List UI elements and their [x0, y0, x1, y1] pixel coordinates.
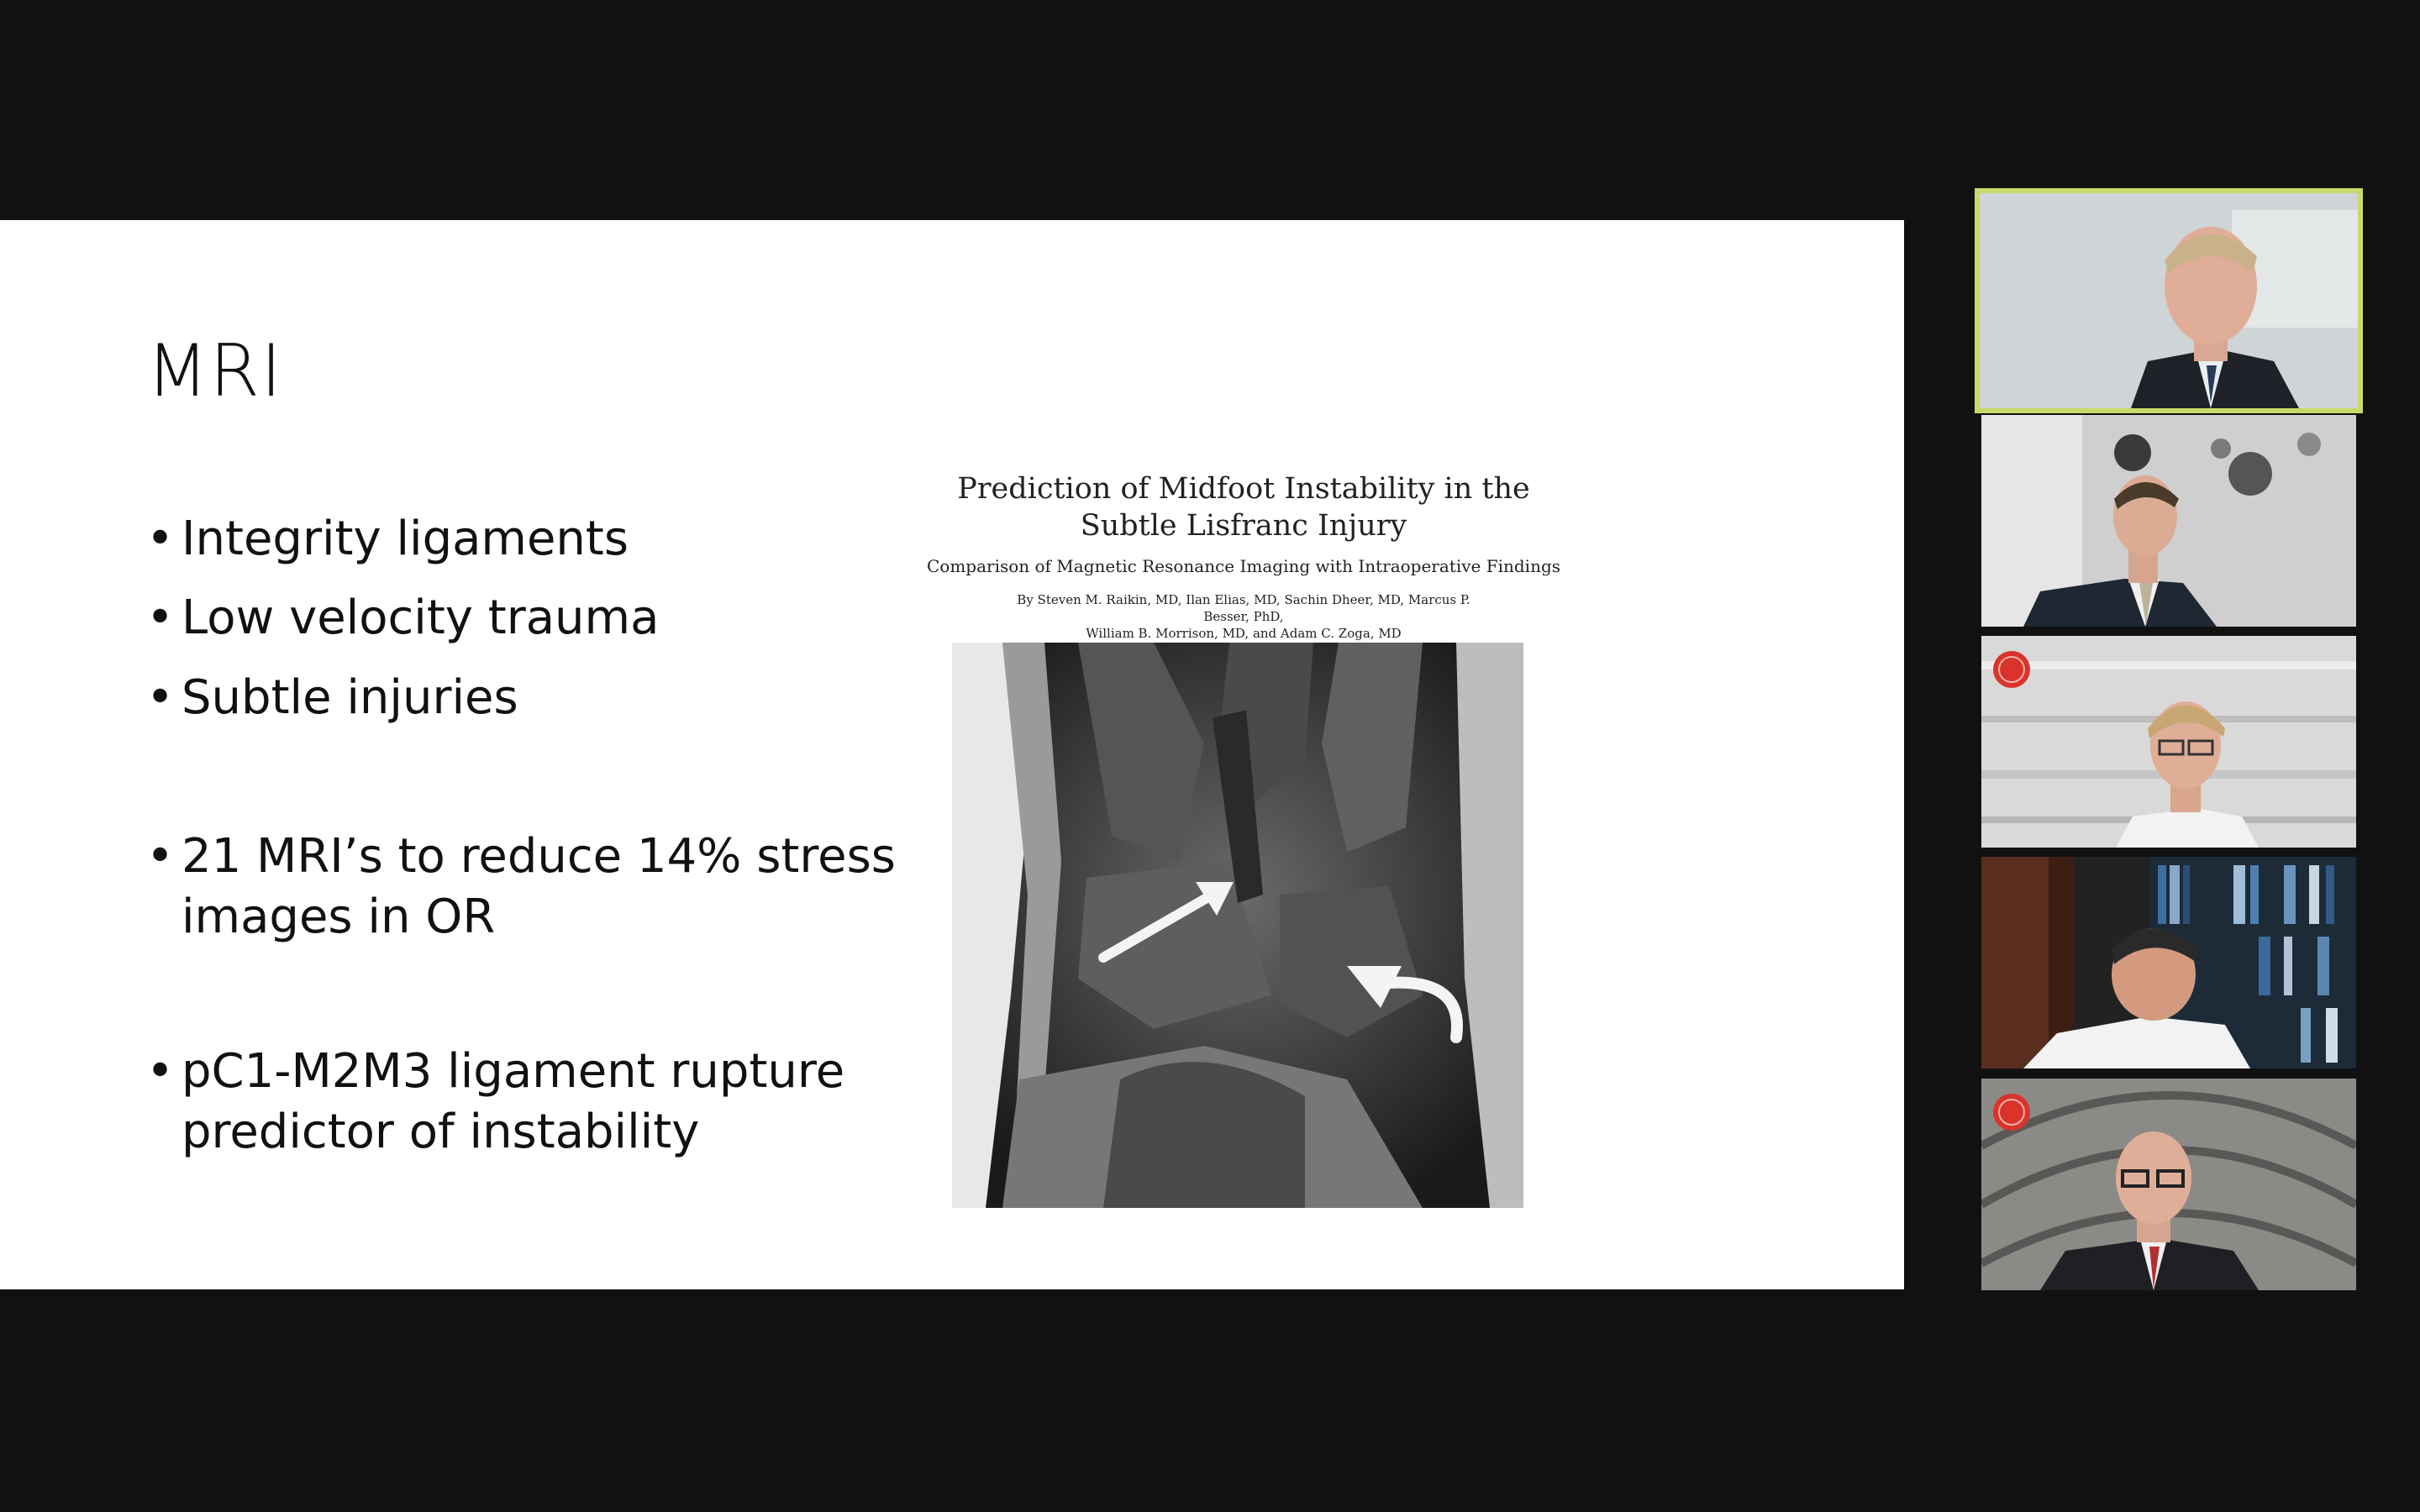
participant-tile[interactable] [1981, 636, 2356, 848]
bullet-item: • Integrity ligaments [146, 509, 902, 570]
mri-image [952, 643, 1523, 1208]
paper-header [924, 470, 1563, 642]
participant-sidebar [1975, 188, 2363, 1297]
video-feed-woman-marble [1981, 636, 2356, 848]
paper-subtitle: Comparison of Magnetic Resonance Imaging with Intraoperative Findings [926, 556, 1561, 576]
participant-tile[interactable] [1981, 415, 2356, 627]
paper-authors-line2: William B. Morrison, MD, and Adam C. Zoga, MD [1086, 626, 1402, 641]
shared-screen-slide[interactable] [0, 220, 1904, 1289]
participant-tile-active-speaker[interactable] [1975, 188, 2363, 413]
paper-authors [1008, 591, 1479, 642]
video-feed-man-cobblestone [1981, 1079, 2356, 1290]
bullet-item: • Low velocity trauma [146, 588, 902, 648]
paper-title [924, 470, 1563, 544]
mri-scan-graphic [952, 643, 1523, 1208]
video-feed-man-suit [1980, 193, 2358, 408]
bullet-item: • pC1-M2M3 ligament rupture predictor of instability [146, 1042, 902, 1163]
paper-title-line2: Subtle Lisfranc Injury [1080, 509, 1407, 543]
paper-title-line1: Prediction of Midfoot Instability in the [957, 472, 1530, 506]
slide-title: MRI [146, 329, 283, 413]
paper-authors-line1: By Steven M. Raikin, MD, Ilan Elias, MD, Sachin Dheer, MD, Marcus P. Besser, PhD, [1017, 592, 1470, 624]
participant-tile[interactable] [1981, 1079, 2356, 1290]
video-feed-man-bookshelf [1981, 857, 2356, 1068]
video-feed-man-office [1981, 415, 2356, 627]
bullet-item: • 21 MRI’s to reduce 14% stress images in OR [146, 827, 902, 948]
bullet-item: • Subtle injuries [146, 668, 902, 728]
participant-tile[interactable] [1981, 857, 2356, 1068]
